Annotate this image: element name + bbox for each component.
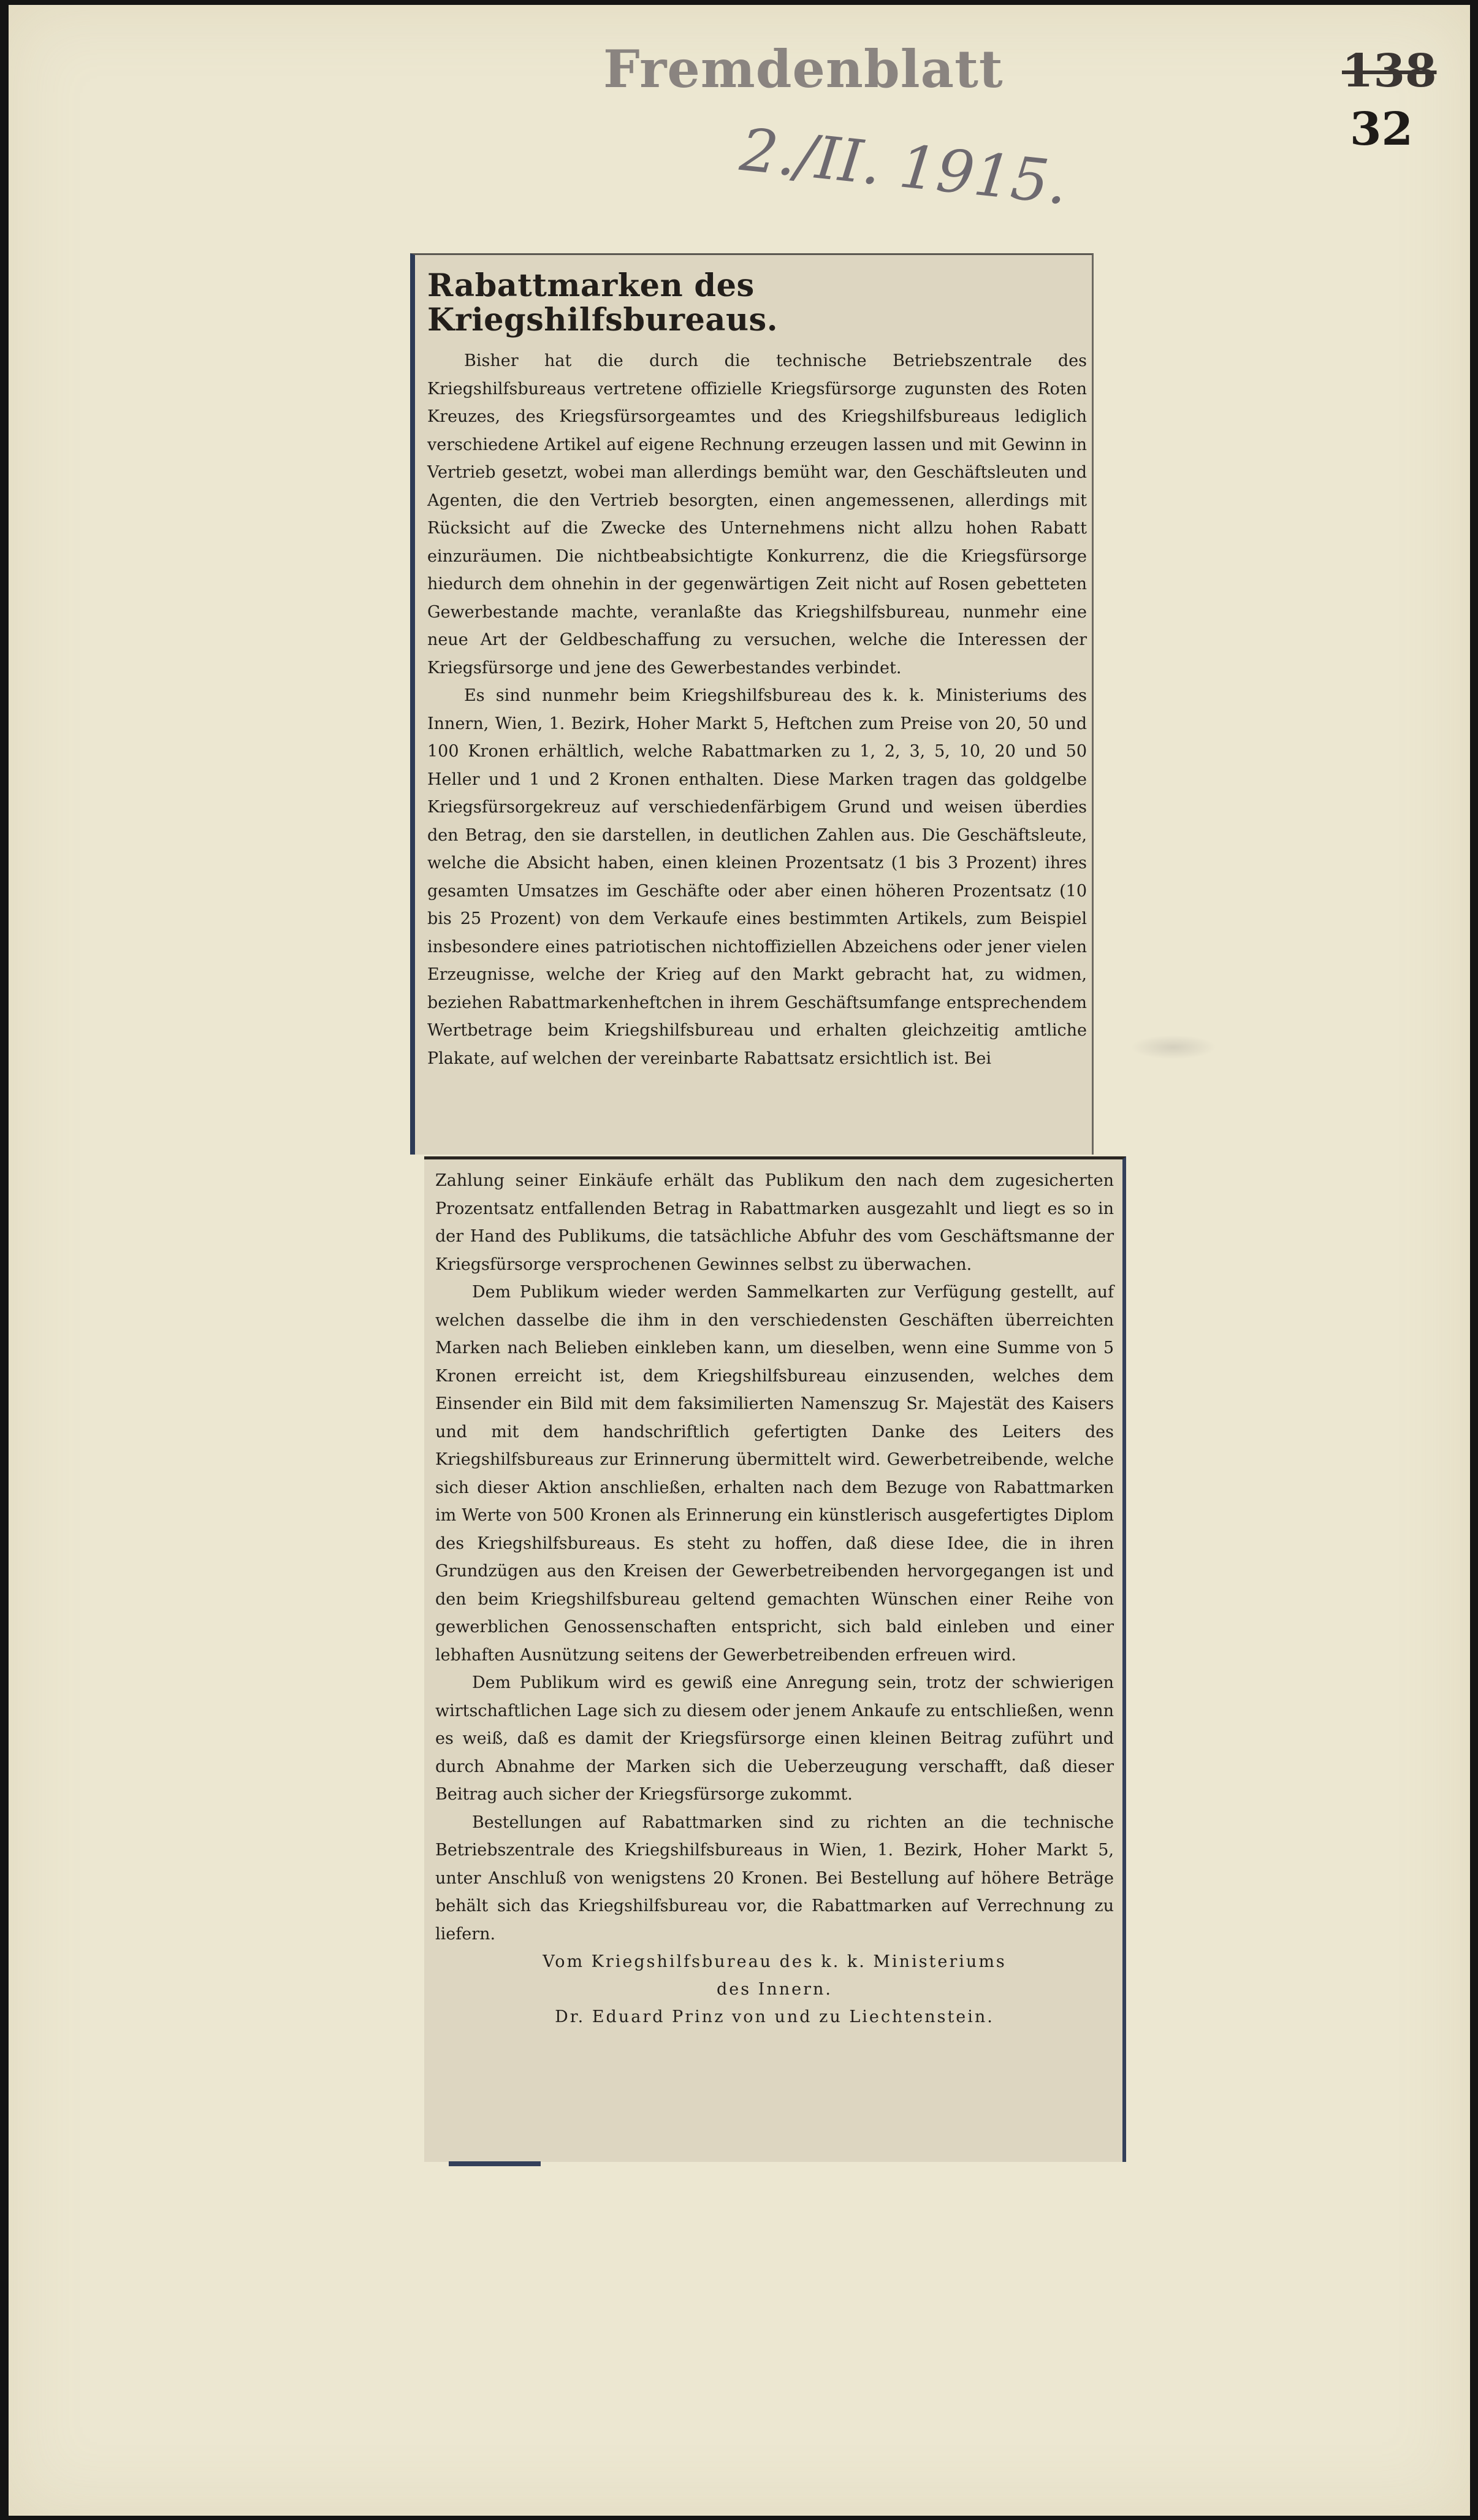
article-paragraph: Bisher hat die durch die technische Betriebszentrale des Kriegshilfsbureaus vertretene offizielle Kriegsfürsorge zugunsten des Roten Kreuzes, des Kriegsfürsorgeamtes und des Kriegshilfsbureaus lediglich verschiedene Artikel auf eigene Rechnung erzeugen lassen und mit Gewinn in Vertrieb gesetzt, wobei man allerdings bemüht war, den Geschäftsleuten und Agenten, die den Vertrieb besorgten, einen angemessenen, allerdings mit Rücksicht auf die Zwecke des Unternehmens nicht allzu hohen Rabatt einzuräumen. Die nichtbeabsichtigte Konkurrenz, die die Kriegsfürsorge hiedurch dem ohnehin in der gegenwärtigen Zeit nicht auf Rosen gebetteten Gewerbestande machte, veranlaßte das Kriegshilfsbureau, nunmehr eine neue Art der Geldbeschaffung zu versuchen, welche die Interessen der Kriegsfürsorge und jene des Gewerbestandes verbindet. xyxy=(427,351,1087,678)
newspaper-stamp: Fremdenblatt xyxy=(603,39,1004,99)
ink-mark xyxy=(449,2161,541,2166)
article-paragraph: Zahlung seiner Einkäufe erhält das Publikum den nach dem zugesicherten Prozentsatz entfallenden Betrag in Rabattmarken ausgezahlt und liegt es so in der Hand des Publikums, die tatsächliche Abfuhr des vom Geschäftsmanne der Kriegsfürsorge versprochenen Gewinnes selbst zu überwachen. xyxy=(435,1171,1114,1274)
pencil-smudge xyxy=(1130,1035,1216,1060)
clipping-part-2 xyxy=(424,1156,1126,2162)
article-paragraph: Dem Publikum wird es gewiß eine Anregung sein, trotz der schwierigen wirtschaftlichen Lage sich zu diesem oder jenem Ankaufe zu entschließen, wenn es weiß, daß es damit der Kriegsfürsorge einen kleinen Beitrag zuführt und durch Abnahme der Marken sich die Ueberzeugung verschafft, daß dieser Beitrag auch sicher der Kriegsfürsorge zukommt. xyxy=(435,1673,1114,1804)
signature-authority: Vom Kriegshilfsbureau des k. k. Ministeriums xyxy=(543,1952,1007,1971)
handwritten-date: 2./II. 1915. xyxy=(737,115,1071,218)
clipping-part-1 xyxy=(410,253,1094,1155)
article-headline: Rabattmarken des Kriegshilfsbureaus. xyxy=(427,267,779,339)
folio-number-crossed-out: 138 xyxy=(1342,45,1437,97)
signature-authority-continued: des Innern. xyxy=(716,1980,832,1999)
article-paragraph: Bestellungen auf Rabattmarken sind zu richten an die technische Betriebszentrale des Kriegshilfsbureaus in Wien, 1. Bezirk, Hoher Markt 5, unter Anschluß von wenigstens 20 Kronen. Bei Bestellung auf höhere Beträge behält sich das Kriegshilfsbureau vor, die Rabattmarken auf Verrechnung zu liefern. xyxy=(435,1812,1114,1944)
folio-number: 32 xyxy=(1350,103,1413,156)
signature-name: Dr. Eduard Prinz von und zu Liechtenstein. xyxy=(555,2007,994,2026)
article-paragraph: Dem Publikum wieder werden Sammelkarten zur Verfügung gestellt, auf welchen dasselbe die ihm in den verschiedensten Geschäften überreichten Marken nach Belieben einkleben kann, um dieselben, wenn eine Summe von 5 Kronen erreicht ist, dem Kriegshilfsbureau einzusenden, welches dem Einsender ein Bild mit dem faksimilierten Namenszug Sr. Majestät des Kaisers und mit dem handschriftlich gefertigten Danke des Leiters des Kriegshilfsbureaus zur Erinnerung übermittelt wird. Gewerbetreibende, welche sich dieser Aktion anschließen, erhalten nach dem Bezuge von Rabattmarken im Werte von 500 Kronen als Erinnerung ein künstlerisch ausgefertigtes Diplom des Kriegshilfsbureaus. Es steht zu hoffen, daß diese Idee, die in ihren Grundzügen aus den Kreisen der Gewerbetreibenden hervorgegangen ist und den beim Kriegshilfsbureau geltend gemachten Wünschen einer Reihe von gewerblichen Genossenschaften entspricht, sich bald einleben und einer lebhaften Ausnützung seitens der Gewerbetreibenden erfreuen wird. xyxy=(435,1283,1114,1665)
archive-sheet xyxy=(9,5,1470,2516)
article-paragraph: Es sind nunmehr beim Kriegshilfsbureau des k. k. Ministeriums des Innern, Wien, 1. Bezirk, Hoher Markt 5, Heftchen zum Preise von 20, 50 und 100 Kronen erhältlich, welche Rabattmarken zu 1, 2, 3, 5, 10, 20 und 50 Heller und 1 und 2 Kronen enthalten. Diese Marken tragen das goldgelbe Kriegsfürsorgekreuz auf verschiedenfärbigem Grund und weisen überdies den Betrag, den sie darstellen, in deutlichen Zahlen aus. Die Geschäftsleute, welche die Absicht haben, einen kleinen Prozentsatz (1 bis 3 Prozent) ihres gesamten Umsatzes im Geschäfte oder aber einen höheren Prozentsatz (10 bis 25 Prozent) von dem Verkaufe eines bestimmten Artikels, zum Beispiel insbesondere eines patriotischen nichtoffiziellen Abzeichens oder jener vielen Erzeugnisse, welche der Krieg auf den Markt gebracht hat, zu widmen, beziehen Rabattmarkenheftchen in ihrem Geschäftsumfange entsprechendem Wertbetrage beim Kriegshilfsbureau und erhalten gleichzeitig amtliche Plakate, auf welchen der vereinbarte Rabattsatz ersichtlich ist. Bei xyxy=(427,686,1087,1068)
